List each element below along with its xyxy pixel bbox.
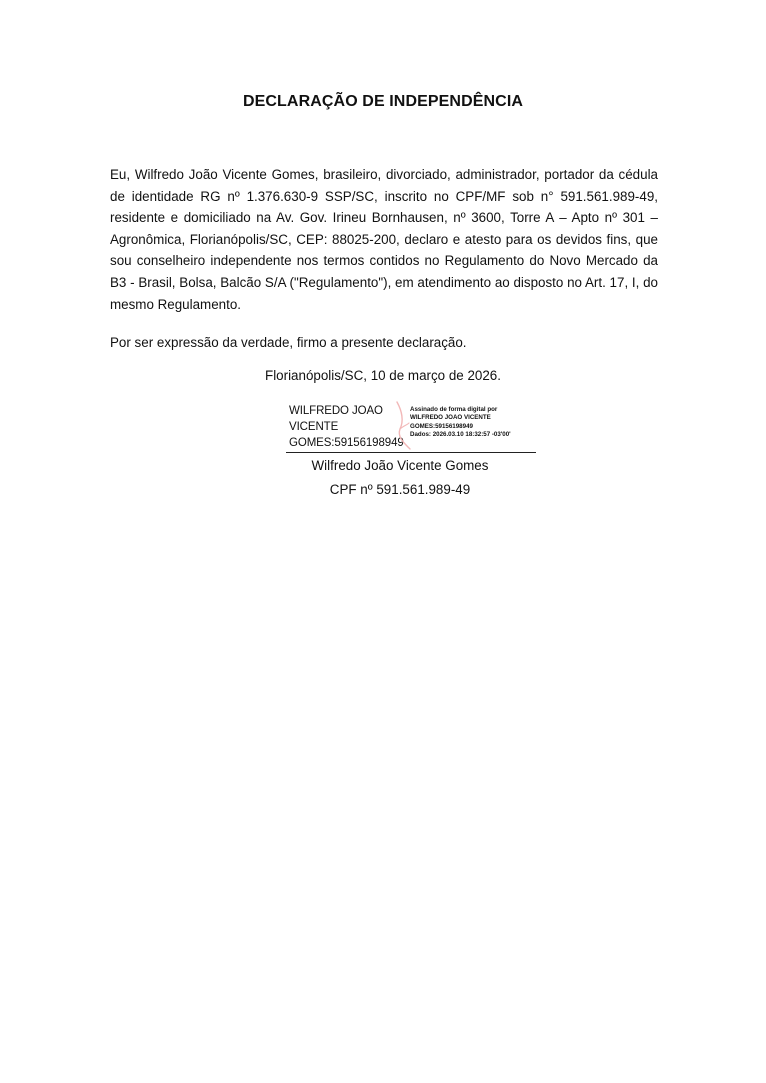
signature-name-line: VICENTE bbox=[289, 421, 339, 433]
signature-detail-line: Dados: 2026.03.10 18:32:57 -03'00' bbox=[410, 430, 511, 438]
signature-line bbox=[286, 452, 536, 453]
signature-name-line: GOMES:59156198949 bbox=[289, 437, 404, 449]
signer-cpf: CPF nº 591.561.989-49 bbox=[329, 482, 471, 497]
declaration-paragraph: Eu, Wilfredo João Vicente Gomes, brasileiro, divorciado, administrador, portador da cédula de identidade RG nº 1.376.630-9 SSP/SC, inscrito no CPF/MF sob n° 591.561.989-49, residente e domiciliado na Av. Gov. Irineu Bornhausen, nº 3600, Torre A – Apto nº 301 – Agronômica, Florianópolis/SC, CEP: 88025-200, declaro e atesto para os devidos fins, que sou conselheiro independente nos termos contidos no Regulamento do Novo Mercado da B3 - Brasil, Bolsa, Balcão S/A ("Regulamento"), em atendimento ao disposto no Art. 17, I, do mesmo Regulamento. bbox=[110, 167, 658, 312]
signature-detail-line: Assinado de forma digital por bbox=[410, 406, 498, 413]
closing-paragraph: Por ser expressão da verdade, firmo a presente declaração. bbox=[110, 335, 467, 350]
signer-name: Wilfredo João Vicente Gomes bbox=[311, 458, 489, 473]
signature-detail-line: GOMES:59156198949 bbox=[410, 422, 473, 430]
signature-details bbox=[410, 406, 511, 439]
signature-detail-line: WILFREDO JOAO VICENTE bbox=[410, 414, 491, 422]
signature-name-line: WILFREDO JOAO bbox=[289, 405, 383, 417]
digital-signature-stamp bbox=[286, 399, 536, 453]
document-title: DECLARAÇÃO DE INDEPENDÊNCIA bbox=[242, 93, 524, 110]
signature-name bbox=[289, 403, 404, 451]
place-and-date: Florianópolis/SC, 10 de março de 2026. bbox=[265, 368, 501, 383]
